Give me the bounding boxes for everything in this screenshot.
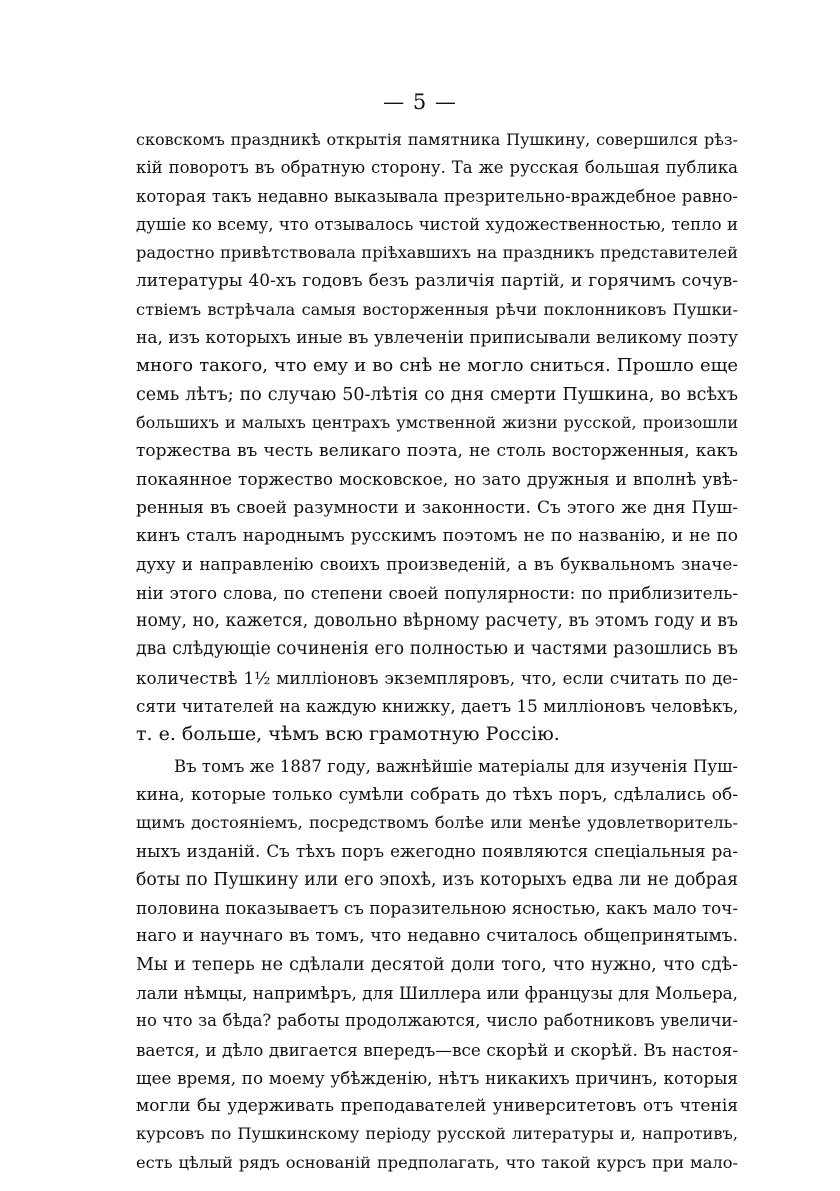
- text-line: кина, которые только сумѣли собрать до тѣхъ поръ, сдѣлались об-: [136, 784, 738, 805]
- text-line: есть цѣлый рядъ основаній предполагать, что такой курсъ при мало-: [136, 1152, 738, 1172]
- text-line: т. е. больше, чѣмъ всю грамотную Россію.: [136, 723, 560, 746]
- text-line: ствіемъ встрѣчала самыя восторженныя рѣчи поклонниковъ Пушки-: [136, 299, 738, 319]
- paragraph-2: [136, 753, 738, 1177]
- text-line: покаянное торжество московское, но зато дружныя и вполнѣ увѣ-: [136, 469, 738, 490]
- text-line: семь лѣтъ; по случаю 50-лѣтія со дня смерти Пушкина, во всѣхъ: [136, 384, 738, 405]
- text-line: духу и направленію своихъ произведеній, а въ буквальномъ значе-: [136, 554, 738, 575]
- text-line: щее время, по моему убѣжденію, нѣтъ никакихъ причинъ, которыя: [136, 1067, 738, 1088]
- text-line: много такого, что ему и во снѣ не могло сниться. Прошло еще: [136, 355, 738, 377]
- text-line: курсовъ по Пушкинскому періоду русской литературы и, напротивъ,: [136, 1124, 738, 1144]
- text-line: половина показываетъ съ поразительною ясностью, какъ мало точ-: [136, 898, 738, 919]
- text-line: могли бы удерживать преподавателей университетовъ отъ чтенія: [136, 1096, 738, 1117]
- text-line: душіе ко всему, что отзывалось чистой художественностью, тепло и: [136, 214, 738, 234]
- body-text: [136, 126, 738, 1177]
- page-number: — 5 —: [383, 90, 457, 114]
- text-line: Мы и теперь не сдѣлали десятой доли того, что нужно, что сдѣ-: [136, 954, 738, 975]
- text-line: боты по Пушкину или его эпохѣ, изъ которыхъ едва ли не добрая: [136, 869, 738, 890]
- text-line: кинъ сталъ народнымъ русскимъ поэтомъ не по названію, и не по: [136, 526, 738, 547]
- text-line: торжества въ честь великаго поэта, не столь восторженныя, какъ: [136, 441, 738, 462]
- text-line: литературы 40-хъ годовъ безъ различія партій, и горячимъ сочув-: [136, 271, 738, 292]
- text-line: на, изъ которыхъ иные въ увлеченіи приписывали великому поэту: [136, 328, 738, 349]
- text-line: два слѣдующіе сочиненія его полностью и частями разошлись въ: [136, 639, 738, 660]
- text-line: но что за бѣда? работы продолжаются, число работниковъ увеличи-: [136, 1011, 738, 1031]
- text-line: ренныя въ своей разумности и законности. Съ этого же дня Пуш-: [136, 497, 738, 518]
- text-line: ному, но, кажется, довольно вѣрному расчету, въ этомъ году и въ: [136, 611, 738, 632]
- text-line: сяти читателей на каждую книжку, даетъ 15 милліоновъ человѣкъ,: [136, 695, 739, 716]
- text-line: лали нѣмцы, напримѣръ, для Шиллера или французы для Мольера,: [136, 982, 738, 1003]
- text-line: которая такъ недавно выказывала презрительно-враждебное равно-: [136, 186, 738, 206]
- paragraph-1: [136, 126, 738, 749]
- text-line: радостно привѣтствовала пріѣхавшихъ на праздникъ представителей: [136, 243, 738, 263]
- text-line: ніи этого слова, по степени своей популярности: по приблизитель-: [136, 582, 738, 603]
- text-line: кій поворотъ въ обратную сторону. Та же русская большая публика: [136, 158, 738, 178]
- text-line: Въ томъ же 1887 году, важнѣйшіе матеріалы для изученія Пуш-: [174, 756, 738, 776]
- text-line: наго и научнаго въ томъ, что недавно считалось общепринятымъ.: [136, 926, 738, 947]
- text-line: большихъ и малыхъ центрахъ умственной жизни русской, произошли: [136, 412, 738, 432]
- text-line: сковскомъ праздникѣ открытія памятника Пушкину, совершился рѣз-: [136, 130, 738, 149]
- text-line: ныхъ изданій. Съ тѣхъ поръ ежегодно появляются спеціальныя ра-: [136, 841, 738, 862]
- text-line: количествѣ 1½ милліоновъ экземпляровъ, что, если считать по де-: [136, 667, 738, 688]
- text-line: щимъ достояніемъ, посредствомъ болѣе или менѣе удовлетворитель-: [136, 813, 738, 833]
- text-line: вается, и дѣло двигается впередъ—все скорѣй и скорѣй. Въ настоя-: [136, 1039, 738, 1060]
